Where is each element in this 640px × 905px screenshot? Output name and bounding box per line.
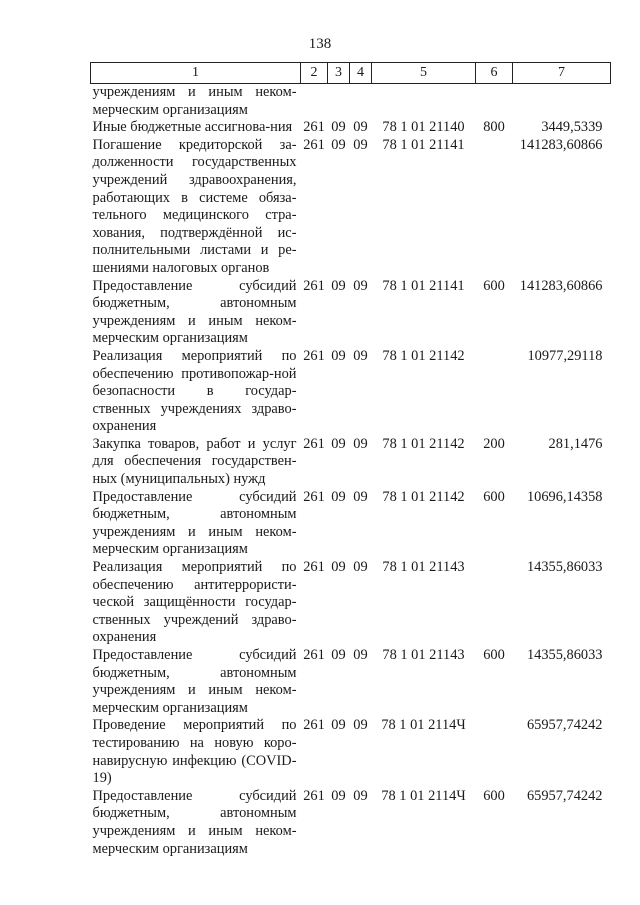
row-col3: [328, 84, 350, 120]
row-name: Иные бюджетные ассигнова-ния: [92, 119, 293, 136]
row-amount: 65957,74242: [526, 717, 603, 734]
row-amount: 14355,86033: [526, 647, 603, 663]
row-col3: 09: [331, 647, 346, 663]
table-row: [91, 559, 611, 647]
row-col4: 09: [353, 347, 368, 364]
row-col3: 09: [331, 787, 346, 804]
row-col2: 261: [303, 647, 325, 663]
row-name: Погашение кредиторской за-долженности государственных учреждений здравоохранения, работающих в системе обяза-тельного медицинского стра-хования, подтверждённой ис-полнительными листами и ре-шениями налоговых органов: [92, 136, 297, 276]
row-amount: 281,1476: [548, 435, 603, 452]
row-col6: [476, 559, 513, 647]
row-amount: [513, 84, 611, 120]
row-col6: 600: [483, 488, 505, 505]
row-amount: 65957,74242: [526, 787, 603, 804]
row-col6: 600: [483, 277, 505, 294]
column-header-5: 5: [372, 63, 476, 84]
table-row: [91, 278, 611, 348]
row-col3: 09: [331, 559, 346, 576]
row-col5: 78 1 01 2114Ч: [381, 717, 466, 734]
table-header-row: [91, 63, 611, 84]
row-col6: 600: [483, 787, 505, 804]
column-header-1: 1: [91, 63, 301, 84]
row-col4: [350, 84, 372, 120]
row-col3: 09: [331, 136, 346, 153]
row-col3: 09: [331, 488, 346, 505]
table-row: [91, 137, 611, 278]
row-col4: 09: [353, 488, 368, 505]
row-col6: 800: [483, 119, 505, 136]
table-row: [91, 717, 611, 787]
row-col4: 09: [353, 136, 368, 153]
row-col4: 09: [353, 435, 368, 452]
row-col5: 78 1 01 21141: [382, 277, 465, 294]
row-col3: 09: [331, 435, 346, 452]
row-col2: 261: [303, 435, 325, 452]
row-col5: 78 1 01 21142: [382, 435, 465, 452]
row-col4: 09: [353, 559, 368, 576]
row-amount: 14355,86033: [526, 559, 603, 576]
table-row: [91, 348, 611, 436]
column-header-3: 3: [328, 63, 350, 84]
column-header-2: 2: [301, 63, 328, 84]
row-name: Реализация мероприятий по обеспечению противопожар-ной безопасности в государ-ственных учреждениях здраво-охранения: [92, 347, 297, 435]
row-col2: 261: [303, 119, 325, 136]
table-row: [91, 647, 611, 717]
row-name: Предоставление субсидий бюджетным, автономным учреждениям и иным неком-мерческим организациям: [92, 647, 297, 716]
row-col2: [301, 84, 328, 120]
row-col6: 600: [483, 647, 505, 663]
row-col2: 261: [303, 559, 325, 576]
row-col5: 78 1 01 21140: [382, 119, 465, 136]
row-col4: 09: [353, 787, 368, 804]
table-row: [91, 788, 611, 858]
row-col2: 261: [303, 787, 325, 804]
row-name: Предоставление субсидий бюджетным, автономным учреждениям и иным неком-мерческим организациям: [92, 488, 297, 558]
row-name: Предоставление субсидий бюджетным, автономным учреждениям и иным неком-мерческим организациям: [92, 277, 297, 347]
row-name: Проведение мероприятий по тестированию на новую коро-навирусную инфекцию (COVID-19): [92, 717, 297, 787]
row-col6: 200: [483, 435, 505, 452]
row-col4: 09: [353, 647, 368, 663]
row-col6: [476, 717, 513, 787]
row-col3: 09: [331, 347, 346, 364]
column-header-7: 7: [513, 63, 611, 84]
row-col4: 09: [353, 717, 368, 734]
row-col2: 261: [303, 488, 325, 505]
row-col5: 78 1 01 21143: [382, 559, 465, 576]
column-header-4: 4: [350, 63, 372, 84]
row-col6: [476, 84, 513, 120]
row-amount: 141283,60866: [519, 277, 603, 294]
column-header-6: 6: [476, 63, 513, 84]
row-amount: 10696,14358: [526, 488, 603, 505]
row-col5: 78 1 01 21142: [382, 347, 465, 364]
row-col6: [476, 137, 513, 278]
row-col3: 09: [331, 277, 346, 294]
row-name: Закупка товаров, работ и услуг для обеспечения государствен-ных (муниципальных) нужд: [92, 435, 297, 488]
row-col3: 09: [331, 717, 346, 734]
row-amount: 141283,60866: [519, 136, 603, 153]
row-col2: 261: [303, 717, 325, 734]
row-col5: 78 1 01 21143: [382, 647, 465, 663]
row-col2: 261: [303, 347, 325, 364]
row-col3: 09: [331, 119, 346, 136]
row-col4: 09: [353, 277, 368, 294]
row-col2: 261: [303, 136, 325, 153]
row-name: Предоставление субсидий бюджетным, автономным учреждениям и иным неком-мерческим организациям: [92, 787, 297, 857]
row-col5: 78 1 01 2114Ч: [381, 787, 466, 804]
row-col4: 09: [353, 119, 368, 136]
row-col5: [372, 84, 476, 120]
row-name: учреждениям и иным неком-мерческим организациям: [92, 84, 297, 118]
table-row: [91, 489, 611, 559]
budget-table: [90, 62, 611, 858]
row-amount: 3449,5339: [541, 119, 603, 136]
table-row: [91, 84, 611, 120]
table-row: [91, 119, 611, 137]
row-amount: 10977,29118: [527, 347, 603, 364]
row-col5: 78 1 01 21142: [382, 488, 465, 505]
row-col5: 78 1 01 21141: [382, 136, 465, 153]
table-row: [91, 436, 611, 489]
row-col2: 261: [303, 277, 325, 294]
page-number: 138: [308, 36, 332, 52]
row-col6: [476, 348, 513, 436]
row-name: Реализация мероприятий по обеспечению антитеррористи-ческой защищённости государ-ственных учреждений здраво-охранения: [92, 559, 297, 646]
